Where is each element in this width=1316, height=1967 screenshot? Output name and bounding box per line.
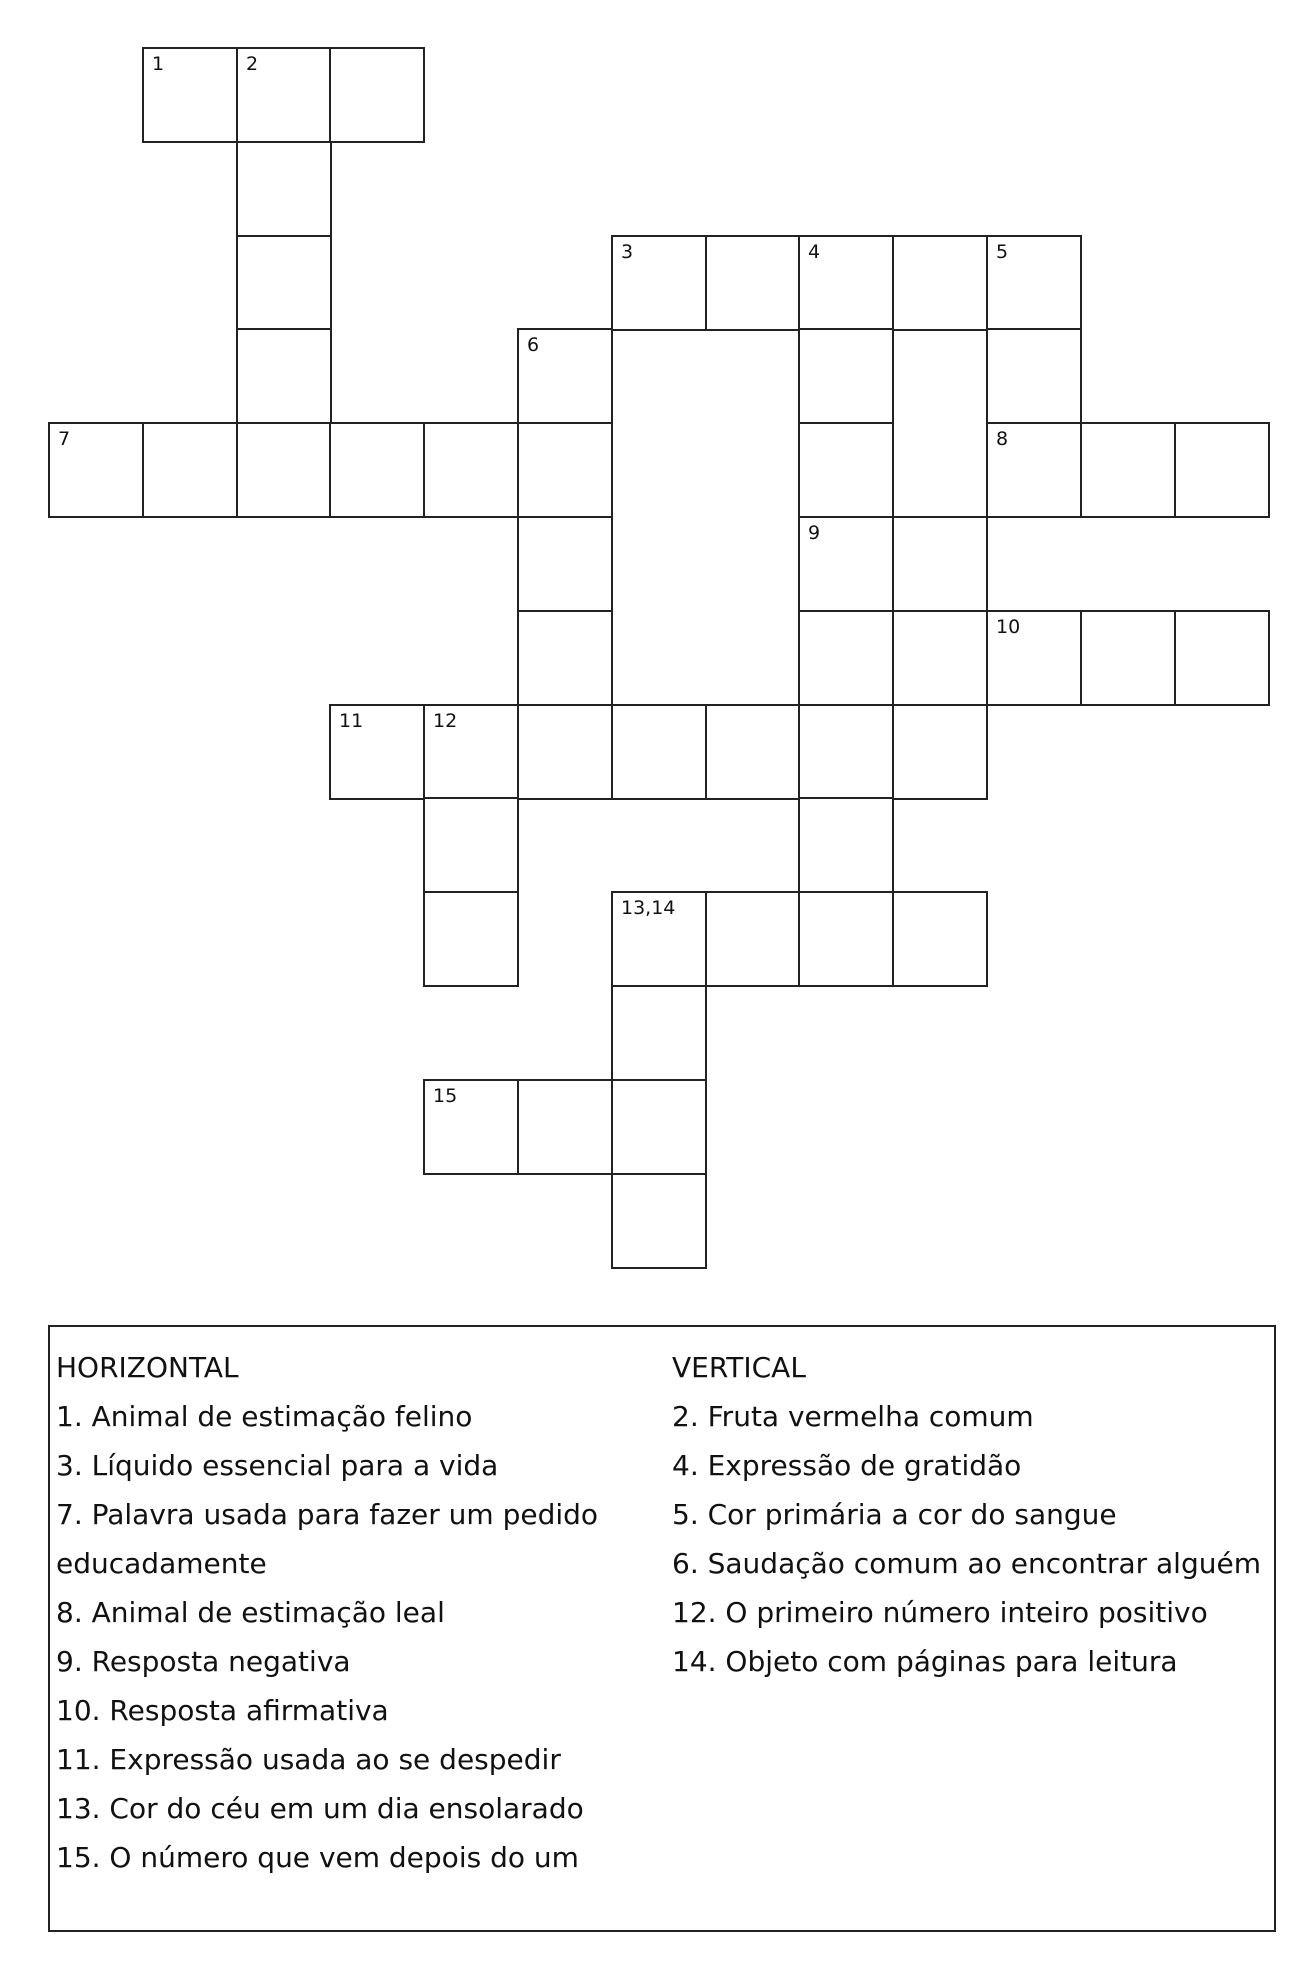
clue-line: 2. Fruta vermelha comum	[672, 1400, 1034, 1433]
grid-cell[interactable]	[1174, 422, 1270, 518]
grid-cell[interactable]	[892, 235, 988, 331]
across-heading: HORIZONTAL	[56, 1351, 239, 1384]
clue-line: 13. Cor do céu em um dia ensolarado	[56, 1792, 584, 1825]
clue-number: 12	[433, 710, 458, 732]
grid-cell[interactable]	[798, 704, 894, 800]
grid-cell[interactable]	[423, 422, 519, 518]
clue-number: 4	[808, 241, 821, 263]
grid-cell[interactable]	[236, 328, 332, 424]
clue-number: 3	[621, 241, 634, 263]
grid-cell[interactable]	[423, 1079, 519, 1175]
grid-cell[interactable]	[798, 516, 894, 612]
grid-cell[interactable]	[892, 891, 988, 987]
grid-cell[interactable]	[986, 422, 1082, 518]
grid-cell[interactable]	[236, 47, 332, 143]
grid-cell[interactable]	[892, 516, 988, 612]
clue-line: 8. Animal de estimação leal	[56, 1596, 445, 1629]
clue-line: 1. Animal de estimação felino	[56, 1400, 473, 1433]
grid-cell[interactable]	[517, 610, 613, 706]
grid-cell[interactable]	[705, 704, 801, 800]
clue-number: 13,14	[621, 897, 676, 919]
grid-cell[interactable]	[329, 422, 425, 518]
grid-cell[interactable]	[798, 610, 894, 706]
clue-line: educadamente	[56, 1547, 267, 1580]
clue-number: 5	[996, 241, 1009, 263]
grid-cell[interactable]	[611, 1079, 707, 1175]
grid-cell[interactable]	[48, 422, 144, 518]
grid-cell[interactable]	[986, 328, 1082, 424]
grid-cell[interactable]	[986, 235, 1082, 331]
grid-cell[interactable]	[423, 704, 519, 800]
grid-cell[interactable]	[798, 235, 894, 331]
clue-number: 1	[152, 53, 165, 75]
clue-number: 6	[527, 334, 540, 356]
clue-line: 3. Líquido essencial para a vida	[56, 1449, 499, 1482]
grid-cell[interactable]	[329, 704, 425, 800]
clue-number: 15	[433, 1085, 458, 1107]
clue-line: 5. Cor primária a cor do sangue	[672, 1498, 1117, 1531]
grid-cell[interactable]	[423, 797, 519, 893]
grid-cell[interactable]	[423, 891, 519, 987]
grid-cell[interactable]	[798, 422, 894, 518]
clue-number: 11	[339, 710, 364, 732]
clue-line: 7. Palavra usada para fazer um pedido	[56, 1498, 599, 1531]
clue-number: 7	[58, 428, 71, 450]
down-heading: VERTICAL	[672, 1351, 806, 1384]
clue-box	[48, 1325, 1276, 1932]
grid-cell[interactable]	[611, 704, 707, 800]
clue-line: 6. Saudação comum ao encontrar alguém	[672, 1547, 1261, 1580]
grid-cell[interactable]	[611, 1173, 707, 1269]
clue-line: 4. Expressão de gratidão	[672, 1449, 1022, 1482]
grid-cell[interactable]	[611, 985, 707, 1081]
grid-cell[interactable]	[517, 516, 613, 612]
clue-line: 12. O primeiro número inteiro positivo	[672, 1596, 1208, 1629]
grid-cell[interactable]	[142, 47, 238, 143]
grid-cell[interactable]	[517, 422, 613, 518]
grid-cell[interactable]	[705, 891, 801, 987]
grid-cell[interactable]	[798, 891, 894, 987]
grid-cell[interactable]	[236, 235, 332, 331]
grid-cell[interactable]	[517, 704, 613, 800]
down-clues	[672, 1343, 1272, 1686]
clue-line: 14. Objeto com páginas para leitura	[672, 1645, 1178, 1678]
grid-cell[interactable]	[798, 328, 894, 424]
grid-cell[interactable]	[236, 422, 332, 518]
grid-cell[interactable]	[986, 610, 1082, 706]
grid-cell[interactable]	[517, 1079, 613, 1175]
clue-number: 9	[808, 522, 821, 544]
clue-line: 11. Expressão usada ao se despedir	[56, 1743, 561, 1776]
clue-line: 15. O número que vem depois do um	[56, 1841, 579, 1874]
clue-number: 2	[246, 53, 259, 75]
grid-cell[interactable]	[798, 797, 894, 893]
grid-cell[interactable]	[142, 422, 238, 518]
grid-cell[interactable]	[611, 891, 707, 987]
across-clues	[56, 1343, 636, 1882]
clue-line: 10. Resposta afirmativa	[56, 1694, 389, 1727]
grid-cell[interactable]	[705, 235, 801, 331]
grid-cell[interactable]	[1080, 422, 1176, 518]
clue-line: 9. Resposta negativa	[56, 1645, 351, 1678]
grid-cell[interactable]	[517, 328, 613, 424]
clue-number: 8	[996, 428, 1009, 450]
grid-cell[interactable]	[892, 704, 988, 800]
grid-cell[interactable]	[1174, 610, 1270, 706]
grid-cell[interactable]	[611, 235, 707, 331]
grid-cell[interactable]	[1080, 610, 1176, 706]
grid-cell[interactable]	[329, 47, 425, 143]
clue-number: 10	[996, 616, 1021, 638]
grid-cell[interactable]	[236, 141, 332, 237]
